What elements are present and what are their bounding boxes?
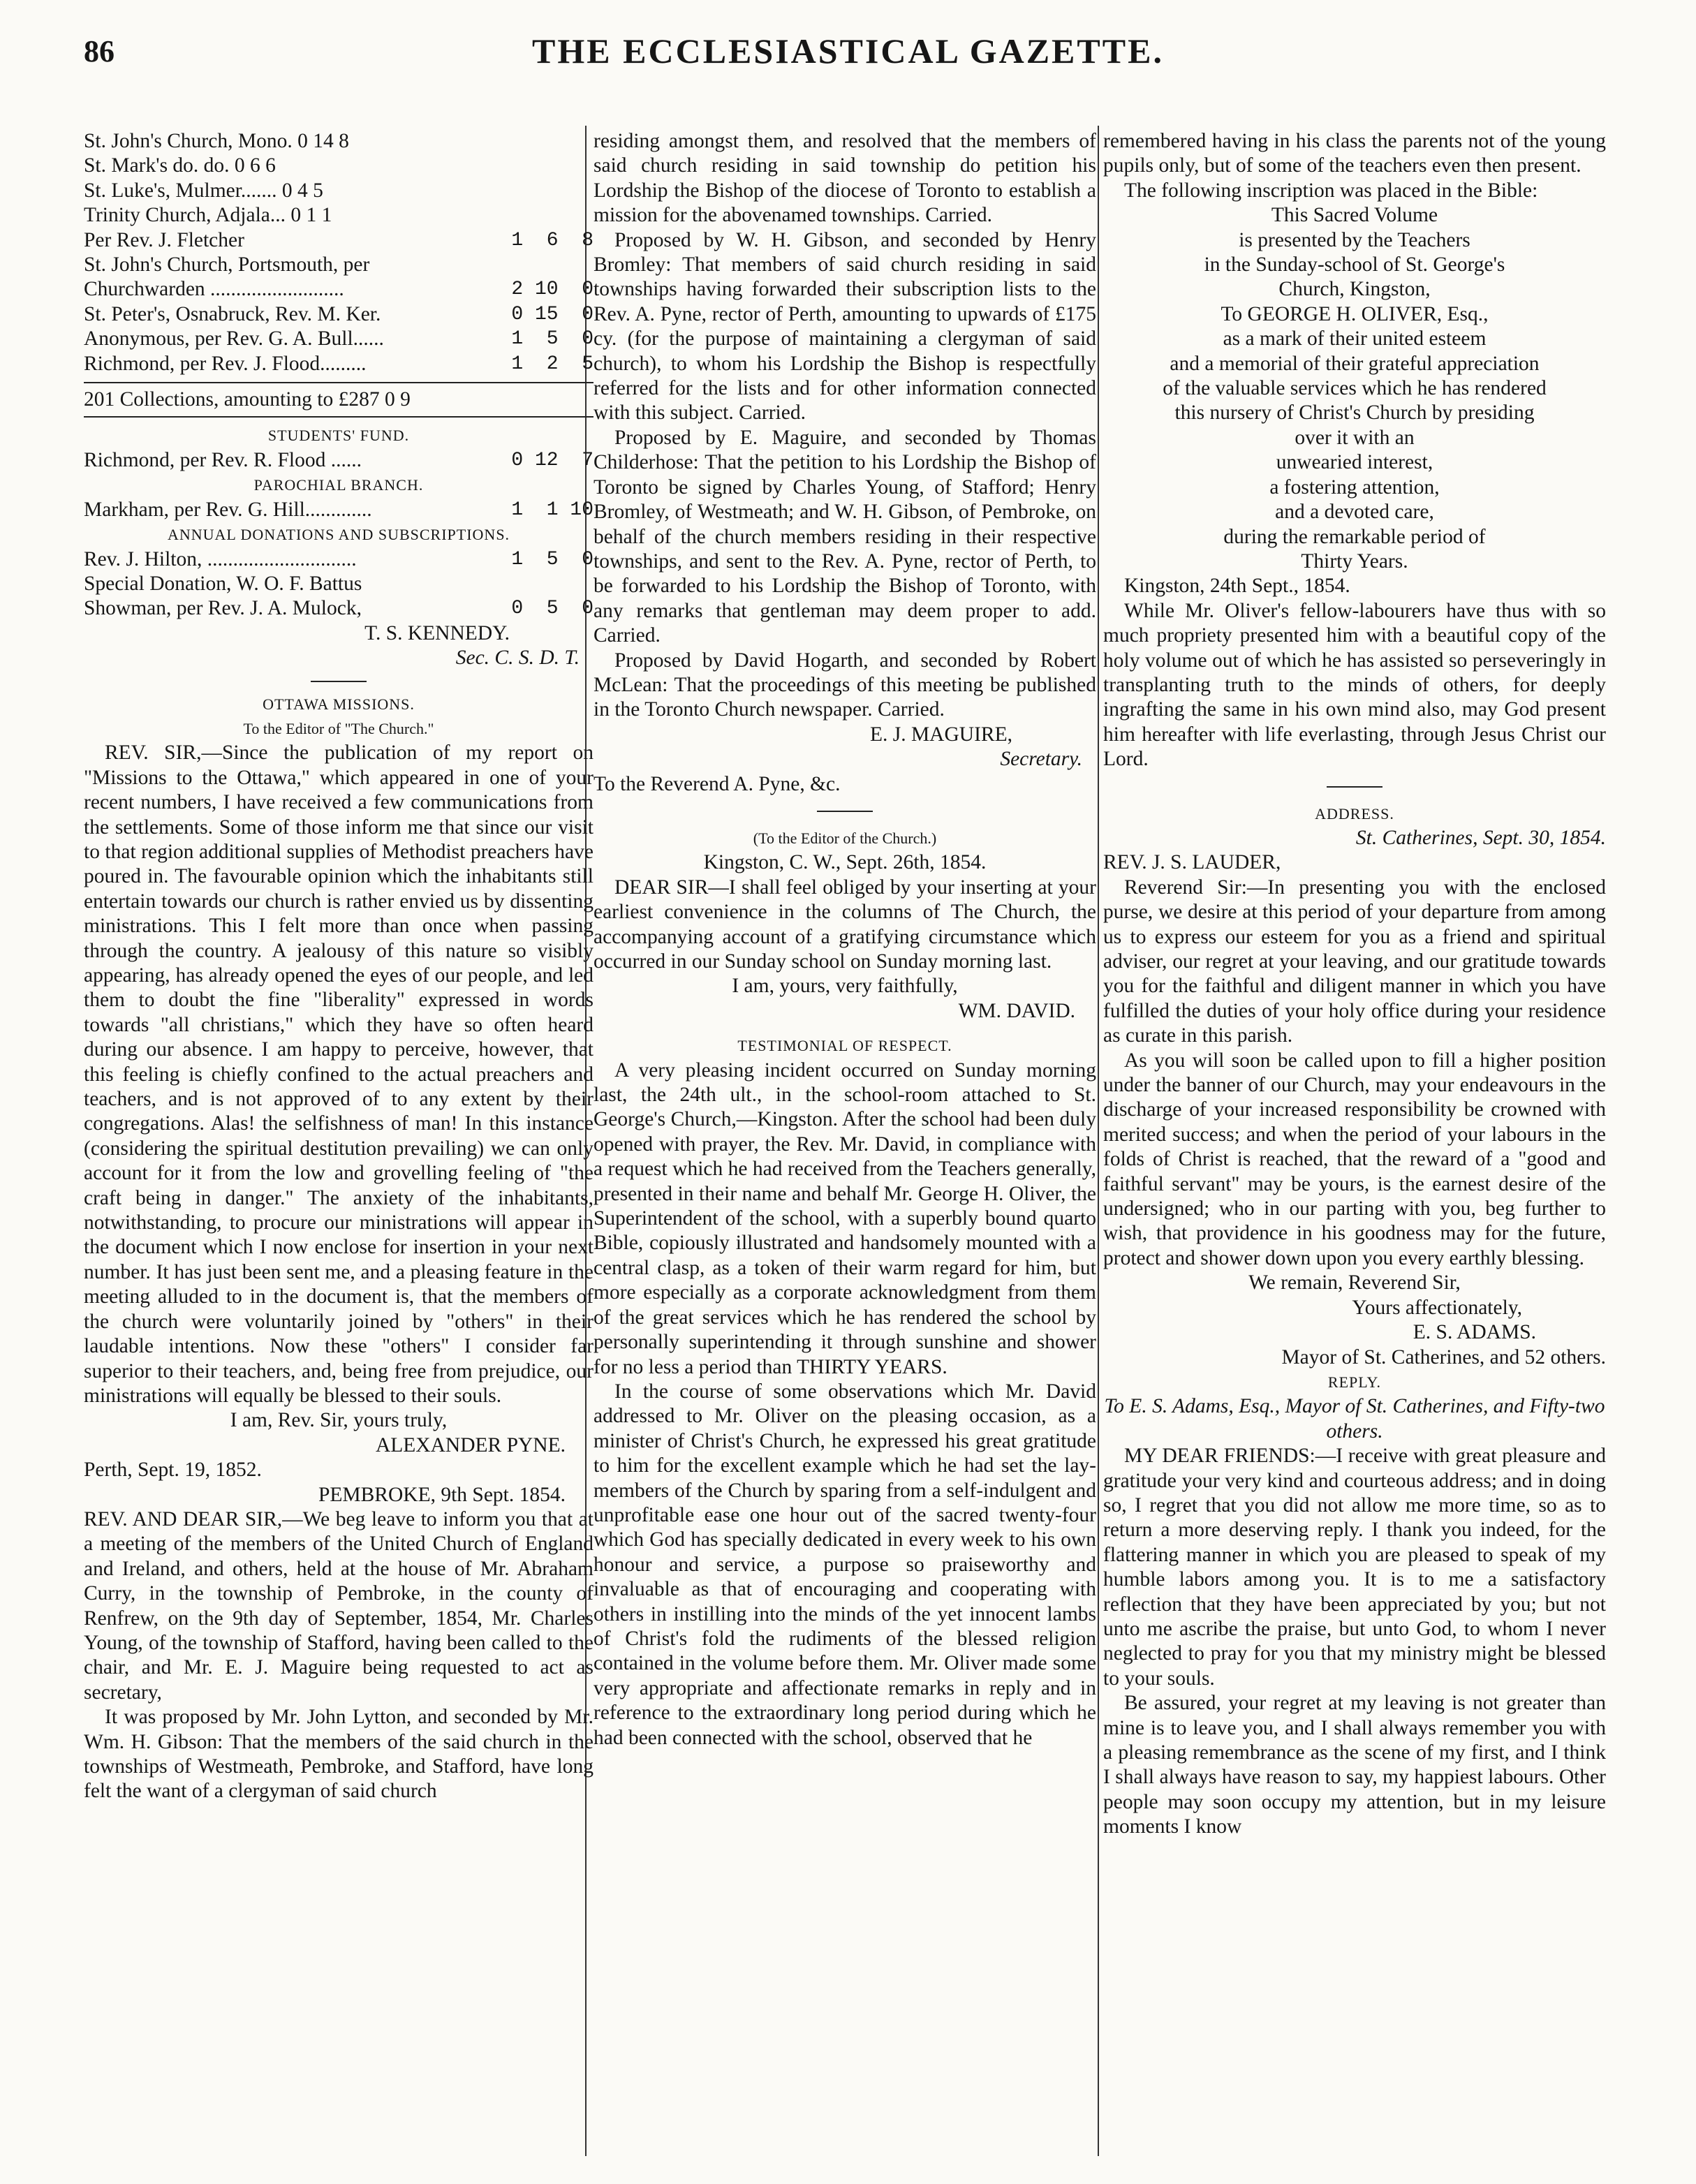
address-paragraph: As you will soon be called upon to fill a higher position under the banner of our Church, may your endeavours in the discharge of your increased responsibility be crowned with merited success; and when the period of your labours in the folds of Christ is reached, that the reward of a "good and faithful servant" may be yours, is the earnest desire of the undersigned; who in our parting with you, beg further to wish, that providence in his goodness may for the future, protect and shower down upon you every earthly blessing.: [1103, 1049, 1606, 1269]
secretary-signature: E. J. MAGUIRE,: [869, 723, 1012, 746]
treasurer-title: Sec. C. S. D. T.: [455, 647, 580, 670]
reply-recipient: To E. S. Adams, Esq., Mayor of St. Catherines, and Fifty-two others.: [1104, 1395, 1605, 1443]
account-row: Rev. J. Hilton, ............................. 1 5 0: [84, 547, 593, 570]
page-number: 86: [84, 34, 115, 68]
letter-signature: WM. DAVID.: [958, 999, 1075, 1022]
pembroke-paragraph: It was proposed by Mr. John Lytton, and seconded by Mr. Wm. H. Gibson: That the members of the said church in the townships of Westmeath, Pembroke, and Stafford, have long felt the want of a clergyman of said church: [84, 1706, 593, 1803]
letter-signature: ALEXANDER PYNE.: [375, 1433, 566, 1456]
ottawa-letter: REV. SIR,—Since the publication of my report on "Missions to the Ottawa," which appeared in one of your recent numbers, I have received a few communications from the settlements. Some of those inform me that since our visit to that region additional supplies of Methodist preachers have poured in. The favourable opinion which the inhabitants still entertain towards our church is rather envied us by dissenting ministrations. This I felt more than once when passing through the country. A jealousy of this nature so visibly appearing, has already opened the eyes of our people, and led them to doubt the fine "liberality" expressed in words towards "all christians," which they have so often heard during our absence. I am happy to perceive, however, that this feeling is chiefly confined to the actual preachers and teachers, and is not approved of to any extent by their congregations. Alas! the selfishness of man! In this instance (considering the spiritual destitution prevailing) we can only account for it from the low and grovelling feeling of "the craft being in danger." The anxiety of the inhabitants, notwithstanding, to procure our ministrations will appear in the document which I now enclose for insertion in your next number. It has just been sent me, and a pleasing feature in the meeting alluded to in the document is, that the members of the church were voluntarily joined by "others" in their laudable intentions. Now these "others" I consider far superior to their teachers, and, being free from prejudice, our ministrations will equally be blessed to their souls.: [84, 741, 593, 1407]
account-row: St. Peter's, Osnabruck, Rev. M. Ker. 0 15 0: [84, 302, 593, 325]
account-row: Special Donation, W. O. F. Battus: [84, 572, 362, 595]
treasurer-name: T. S. KENNEDY.: [364, 621, 510, 644]
address-close: Yours affectionately,: [1352, 1296, 1522, 1319]
column-2: [593, 129, 1096, 1750]
testimonial-paragraph: remembered having in his class the parents not of the young pupils only, but of some of the teachers even then present.: [1103, 130, 1606, 177]
letter-close: I am, Rev. Sir, yours truly,: [230, 1409, 448, 1432]
account-row: St. Luke's, Mulmer....... 0 4 5: [84, 179, 323, 202]
column-rule: [1098, 126, 1099, 2156]
account-row: St. John's Church, Portsmouth, per: [84, 253, 370, 276]
page-header: [84, 28, 1612, 84]
annual-donations-heading: ANNUAL DONATIONS AND SUBSCRIPTIONS.: [167, 526, 510, 544]
bible-inscription: This Sacred Volume is presented by the Teachers in the Sunday-school of St. George's Church, Kingston, To GEORGE H. OLIVER, Esq., as a mark of their united esteem and a memorial of their grateful appreciation of the valuable services which he has rendered this nursery of Christ's Church by presiding over it with an unwearied interest, a fostering attention, and a devoted care, during the remarkable period of Thirty Years.: [1163, 204, 1547, 573]
resolution-paragraph: Proposed by E. Maguire, and seconded by Thomas Childerhose: That the petition to his Lordship the Bishop of Toronto be signed by Charles Young, of Stafford; Henry Bromley, of Westmeath; and W. H. Gibson, of Pembroke, on behalf of the church members residing in their respective townships, and sent to the Rev. A. Pyne, rector of Perth, to be forwarded to his Lordship the Bishop of Toronto, with any remarks that gentleman may deem proper to add. Carried.: [593, 426, 1096, 647]
resolution-paragraph: residing amongst them, and resolved that the members of said church residing in said township do petition his Lordship the Bishop of the diocese of Toronto to establish a mission for the abovenamed townships. Carried.: [593, 130, 1096, 227]
divider: [817, 811, 873, 812]
account-row: Markham, per Rev. G. Hill............. 1 1 10: [84, 498, 593, 521]
students-fund-heading: STUDENTS' FUND.: [267, 427, 410, 445]
account-row: Richmond, per Rev. J. Flood......... 1 2 5: [84, 352, 593, 375]
editor-salutation: To the Editor of "The Church.": [243, 719, 434, 737]
testimonial-paragraph: In the course of some observations which Mr. David addressed to Mr. Oliver on the pleasing occasion, as a minister of Christ's Church, he expressed his great gratitude to him for the excellent example which he had set the lay-members of the Church by sparing from a self-indulgent and unprofitable ease one hour out of the sacred twenty-four which God has specially dedicated in every week to his own honour and service, a purpose so praiseworthy and invaluable as that of encouraging and cooperating with others in instilling into the minds of the yet innocent lambs of Christ's fold the rudiments of the blessed religion contained in the volume before them. Mr. Oliver made some very appropriate and affectionate remarks in reply and in reference to the extraordinary long period during which he had been connected with the school, observed that he: [593, 1380, 1096, 1749]
address-recipient: REV. J. S. LAUDER,: [1103, 851, 1281, 874]
resolution-paragraph: Proposed by W. H. Gibson, and seconded by Henry Bromley: That members of said church residing in said townships having forwarded their subscription lists to the Rev. A. Pyne, rector of Perth, amounting to upwards of £175 cy. (for the purpose of maintaining a clergyman of said church), to whom his Lordship the Bishop is respectfully referred for the lists and for other information connected with this subject. Carried.: [593, 228, 1096, 425]
reply-paragraph: MY DEAR FRIENDS:—I receive with great pleasure and gratitude your very kind and courteous address; and in doing so, I regret that you did not allow me more time, so as to return a more deserving reply. I thank you indeed, for the flattering manner in which you are pleased to speak of my humble labors among you. It is to me a satisfactory reflection that they have been appreciated by you; but not unto me ascribe the praise, but unto God, to whom I never neglected to pray for you that my ministry might be blessed to your souls.: [1103, 1445, 1606, 1690]
testimonial-heading: TESTIMONIAL OF RESPECT.: [737, 1037, 952, 1055]
divider: [1327, 786, 1382, 788]
reply-paragraph: Be assured, your regret at my leaving is not greater than mine is to leave you, and I shall always remember you with a pleasing remembrance as the scene of my first, and I think I shall always have reason to say, my happiest labours. Other people may soon occupy my attention, but in my leisure moments I know: [1103, 1692, 1606, 1838]
testimonial-paragraph: A very pleasing incident occurred on Sunday morning last, the 24th ult., in the school-room attached to St. George's Church,—Kingston. After the school had been duly opened with prayer, the Rev. Mr. David, in compliance with a request which he had received from the Teachers generally, presented in their name and behalf Mr. George H. Oliver, the Superintendent of the school, with a superbly bound quarto Bible, copiously illustrated and handsomely mounted with a central clasp, as a token of their warm regard for him, but more especially as a corporate acknowledgment from them of the great services which he has rendered the school by personally superintending it through sunshine and shower for no less a period than THIRTY YEARS.: [593, 1058, 1096, 1378]
accounts-list: [84, 129, 593, 376]
account-row: St. Mark's do. do. 0 6 6: [84, 154, 276, 177]
account-row: Trinity Church, Adjala... 0 1 1: [84, 204, 332, 227]
account-row: Anonymous, per Rev. G. A. Bull...... 1 5 0: [84, 327, 593, 351]
spacer: [593, 1024, 1096, 1033]
secretary-title: Secretary.: [1000, 748, 1082, 771]
addressee: To the Reverend A. Pyne, &c.: [593, 772, 841, 795]
pembroke-dateline: PEMBROKE, 9th Sept. 1854.: [318, 1483, 566, 1506]
address-dateline: St. Catherines, Sept. 30, 1854.: [1355, 826, 1606, 849]
account-row: St. John's Church, Mono. 0 14 8: [84, 130, 349, 152]
resolution-paragraph: Proposed by David Hogarth, and seconded by Robert McLean: That the proceedings of this meeting be published in the Toronto Church newspaper. Carried.: [593, 649, 1096, 721]
address-signature: E. S. ADAMS.: [1413, 1321, 1536, 1344]
column-1: [84, 129, 593, 1804]
editor-salutation: (To the Editor of the Church.): [753, 829, 937, 847]
divider: [311, 681, 367, 682]
testimonial-paragraph: While Mr. Oliver's fellow-labourers have thus with so much propriety presented him with a beautiful copy of the holy volume out of which he has assisted so perseveringly in transplanting truth to the minds of others, for deeply ingrafting the same in his own mind also, may God present him hereafter with life everlasting, through Jesus Christ our Lord.: [1103, 599, 1606, 771]
parochial-heading: PAROCHIAL BRANCH.: [253, 476, 424, 494]
account-row: Churchwarden .......................... 2 10 0: [84, 278, 593, 301]
address-paragraph: Reverend Sir:—In presenting you with the enclosed purse, we desire at this period of your departure from among us to express our esteem for you as a friend and spiritual adviser, our regret at your leaving, and our gratitude towards you for the faithful and diligent manner in which you have fulfilled the duties of your holy office during your residence as curate in this parish.: [1103, 876, 1606, 1047]
pembroke-paragraph: REV. AND DEAR SIR,—We beg leave to inform you that at a meeting of the members of the United Church of England and Ireland, and others, held at the house of Mr. Abraham Curry, in the township of Pembroke, in the county of Renfrew, on the 9th day of September, 1854, Mr. Charles Young, of the township of Stafford, having been called to the chair, and Mr. E. J. Maguire being requested to act as secretary,: [84, 1507, 593, 1704]
account-row: Showman, per Rev. J. A. Mulock, 0 5 0: [84, 597, 593, 620]
account-row: Per Rev. J. Fletcher 1 6 8: [84, 228, 593, 251]
address-signature-title: Mayor of St. Catherines, and 52 others.: [1281, 1345, 1606, 1368]
inscription-date: Kingston, 24th Sept., 1854.: [1124, 575, 1350, 598]
account-row: Richmond, per Rev. R. Flood ...... 0 12 7: [84, 448, 593, 471]
letter-dateline: Kingston, C. W., Sept. 26th, 1854.: [703, 851, 987, 874]
collections-total: 201 Collections, amounting to £287 0 9: [84, 388, 411, 411]
divider: [84, 416, 593, 418]
letter-close: I am, yours, very faithfully,: [732, 975, 958, 998]
david-letter: DEAR SIR—I shall feel obliged by your inserting at your earliest convenience in the columns of The Church, the accompanying account of a gratifying circumstance which occurred in our Sunday school on Sunday morning last.: [593, 876, 1096, 973]
ottawa-heading: OTTAWA MISSIONS.: [263, 695, 415, 713]
reply-heading: REPLY.: [1327, 1373, 1382, 1391]
testimonial-paragraph: The following inscription was placed in the Bible:: [1124, 179, 1538, 202]
letter-date: Perth, Sept. 19, 1852.: [84, 1459, 262, 1482]
address-close: We remain, Reverend Sir,: [1248, 1271, 1461, 1294]
divider: [84, 382, 593, 383]
column-3: [1103, 129, 1606, 1840]
page-title: THE ECCLESIASTICAL GAZETTE.: [532, 31, 1164, 71]
address-heading: ADDRESS.: [1315, 804, 1394, 822]
